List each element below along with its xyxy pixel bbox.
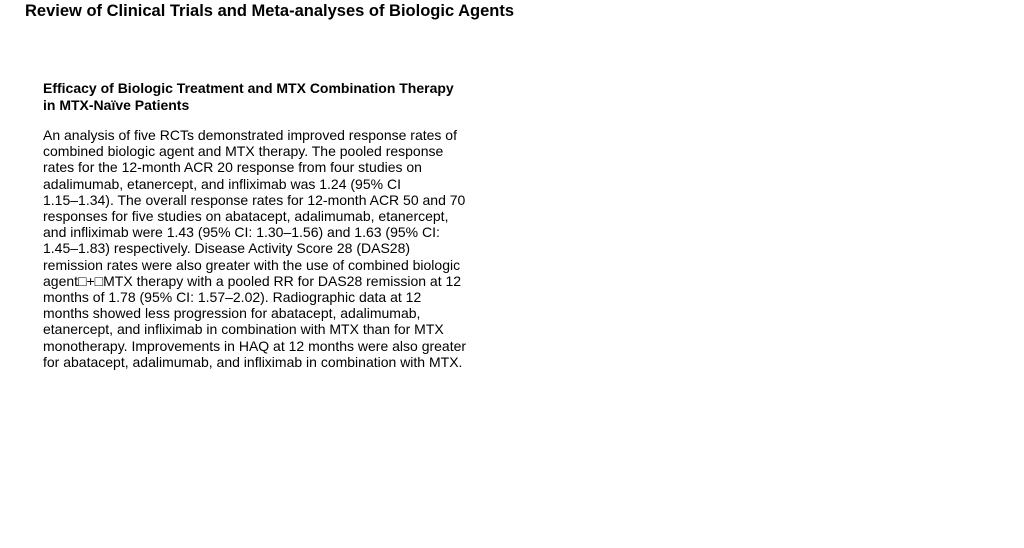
paragraph-line: adalimumab, etanercept, and infliximab was 1.24 (95% CI [43,175,401,192]
paragraph-line: months showed less progression for abatacept, adalimumab, [43,305,421,322]
section-heading-line: Efficacy of Biologic Treatment and MTX Combination Therapy [43,80,454,96]
section-paragraph [43,127,483,370]
paragraph-line: responses for five studies on abatacept, adalimumab, etanercept, [43,208,449,225]
paragraph-line: 1.45–1.83) respectively. Disease Activity Score 28 (DAS28) [43,240,411,257]
paragraph-line: etanercept, and infliximab in combination with MTX than for MTX [43,321,444,338]
section-heading [43,80,483,114]
section-heading-line: in MTX-Naïve Patients [43,97,190,113]
paragraph-line: for abatacept, adalimumab, and infliximab in combination with MTX. [43,353,463,370]
paragraph-line: 1.15–1.34). The overall response rates for 12-month ACR 50 and 70 [43,191,466,208]
paragraph-line: agent□+□MTX therapy with a pooled RR for DAS28 remission at 12 [43,272,462,289]
page-title: Review of Clinical Trials and Meta-analyses of Biologic Agents [25,2,515,20]
paragraph-line: and infliximab were 1.43 (95% CI: 1.30–1.56) and 1.63 (95% CI: [43,224,440,241]
paragraph-line: rates for the 12-month ACR 20 response from four studies on [43,159,422,176]
paragraph-line: monotherapy. Improvements in HAQ at 12 months were also greater [43,337,467,354]
paragraph-line: combined biologic agent and MTX therapy. The pooled response [43,143,444,160]
paragraph-line: An analysis of five RCTs demonstrated improved response rates of [43,127,457,143]
content-section [43,80,483,370]
paragraph-line: months of 1.78 (95% CI: 1.57–2.02). Radiographic data at 12 [43,289,422,306]
paragraph-line: remission rates were also greater with the use of combined biologic [43,256,461,273]
